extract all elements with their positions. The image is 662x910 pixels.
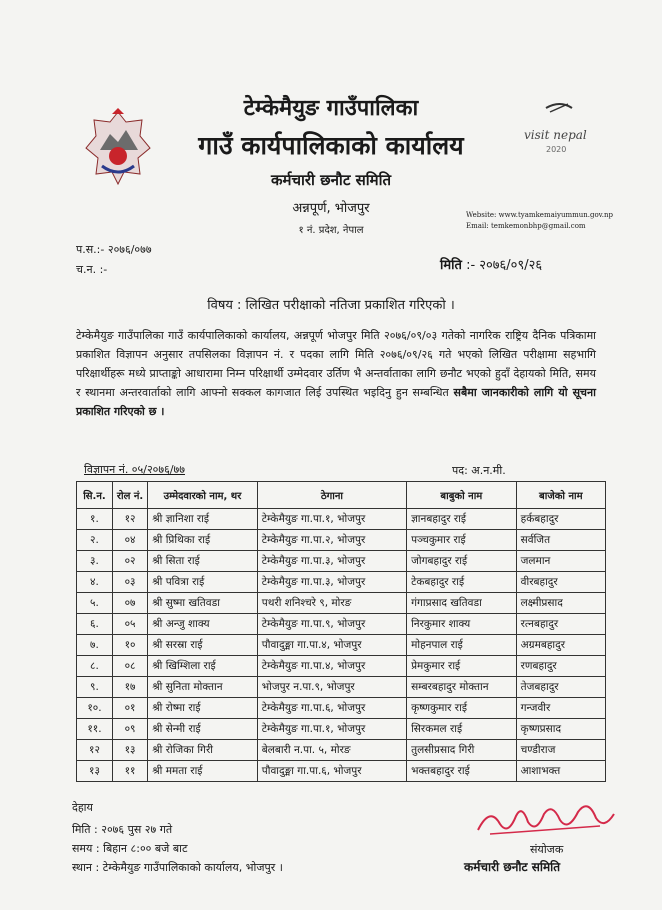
roll-cell: ०३ bbox=[112, 572, 147, 593]
schedule-heading: देहाय bbox=[72, 801, 93, 814]
address-cell: पौवादुङ्मा गा.पा.६, भोजपुर bbox=[257, 761, 406, 782]
column-header: सि.न. bbox=[77, 482, 113, 509]
serial-cell: ७. bbox=[77, 635, 113, 656]
table-row bbox=[77, 593, 606, 614]
table-row bbox=[77, 530, 606, 551]
address-cell: टेम्केमैयुङ गा.पा.३, भोजपुर bbox=[257, 572, 406, 593]
table-row bbox=[77, 740, 606, 761]
grandfather-name-cell: तेजबहादुर bbox=[516, 677, 605, 698]
table-row bbox=[77, 614, 606, 635]
address-cell: टेम्केमैयुङ गा.पा.२, भोजपुर bbox=[257, 530, 406, 551]
candidate-name-cell: श्री सरस्रा राई bbox=[148, 635, 258, 656]
serial-cell: ९. bbox=[77, 677, 113, 698]
visit-nepal-text: visit nepal bbox=[524, 128, 587, 142]
date-label: मिति bbox=[440, 258, 462, 273]
column-header: रोल नं. bbox=[112, 482, 147, 509]
serial-cell: ११. bbox=[77, 719, 113, 740]
column-header: ठेगाना bbox=[257, 482, 406, 509]
serial-cell: १३ bbox=[77, 761, 113, 782]
table-row bbox=[77, 698, 606, 719]
subject-line: विषय : लिखित परीक्षाको नतिजा प्रकाशित गरिएको । bbox=[207, 298, 455, 313]
father-name-cell: मोहनपाल राई bbox=[407, 635, 517, 656]
website-text: Website: www.tyamkemaiyummun.gov.np bbox=[466, 211, 614, 219]
grandfather-name-cell: आशाभक्त bbox=[516, 761, 605, 782]
roll-cell: १३ bbox=[112, 740, 147, 761]
father-name-cell: भक्तबहादुर राई bbox=[407, 761, 517, 782]
serial-cell: २. bbox=[77, 530, 113, 551]
grandfather-name-cell: लक्ष्मीप्रसाद bbox=[516, 593, 605, 614]
notice-body-text: टेम्केमैयुङ गाउँपालिका गाउँ कार्यपालिकाको कार्यालय, अन्नपूर्ण भोजपुर मिति २०७६/०९/०३ गतेको नागरिक राष्ट्रिय दैनिक पत्रिकामा प्रकाशित विज्ञापन अनुसार तपसिलका विज्ञापन नं. र पदका लागि मिति २०७६/०९/२६ गते भएको लिखित परीक्षामा सहभागि परिक्षार्थीहरू मध्ये प्राप्ताङ्को आधारामा निम्न परिक्षार्थी उम्मेदवार उर्तिण भै अन्तर्वाताका लागि छनौट भएको हुदाँ देहायको मिति, समय र स्थानमा अन्तरवार्ताको लागि आफ्नो सक्कल कागजात लिई उपस्थित भइदिनु हुन सम्बन्धित bbox=[76, 329, 596, 399]
results-table bbox=[76, 481, 606, 782]
table-row bbox=[77, 677, 606, 698]
address-cell: पथरी शनिश्चरे ९, मोरङ bbox=[257, 593, 406, 614]
roll-cell: ०४ bbox=[112, 530, 147, 551]
father-name-cell: निरकुमार शाक्य bbox=[407, 614, 517, 635]
letter-date bbox=[440, 255, 542, 273]
father-name-cell: कृष्णकुमार राई bbox=[407, 698, 517, 719]
address-cell: टेम्केमैयुङ गा.पा.९, भोजपुर bbox=[257, 614, 406, 635]
signatory-organization: कर्मचारी छनौट समिति bbox=[464, 860, 561, 874]
grandfather-name-cell: वीरबहादुर bbox=[516, 572, 605, 593]
post-name: पद: अ.न.मी. bbox=[452, 464, 506, 477]
roll-cell: ०९ bbox=[112, 719, 147, 740]
table-header-row bbox=[77, 482, 606, 509]
grandfather-name-cell: रणबहादुर bbox=[516, 656, 605, 677]
father-name-cell: सिरकमल राई bbox=[407, 719, 517, 740]
table-row bbox=[77, 551, 606, 572]
father-name-cell: पञ्चकुमार राई bbox=[407, 530, 517, 551]
email-text: Email: temkemonbhp@gmail.com bbox=[466, 222, 586, 230]
signatory-role: संयोजक bbox=[530, 843, 564, 856]
father-name-cell: सम्बरबहादुर मोक्तान bbox=[407, 677, 517, 698]
visit-nepal-year: 2020 bbox=[546, 145, 567, 154]
interview-date: मिति : २०७६ पुस २७ गते bbox=[72, 823, 173, 836]
roll-cell: ११ bbox=[112, 761, 147, 782]
signature-icon bbox=[470, 800, 620, 840]
father-name-cell: प्रेमकुमार राई bbox=[407, 656, 517, 677]
grandfather-name-cell: अग्रमबहादुर bbox=[516, 635, 605, 656]
table-row bbox=[77, 509, 606, 530]
candidate-name-cell: श्री रोष्मा राई bbox=[148, 698, 258, 719]
table-row bbox=[77, 656, 606, 677]
column-header: बाजेको नाम bbox=[516, 482, 605, 509]
letter-number: प.स.:- २०७६/०७७ bbox=[76, 243, 152, 256]
candidate-name-cell: श्री सुष्मा खतिवडा bbox=[148, 593, 258, 614]
grandfather-name-cell: जलमान bbox=[516, 551, 605, 572]
candidate-name-cell: श्री अन्जु शाक्य bbox=[148, 614, 258, 635]
address-cell: टेम्केमैयुङ गा.पा.४, भोजपुर bbox=[257, 656, 406, 677]
interview-place: स्थान : टेम्केमैयुङ गाउँपालिकाको कार्यालय, भोजपुर । bbox=[72, 861, 283, 874]
address-cell: पौवादुङ्मा गा.पा.४, भोजपुर bbox=[257, 635, 406, 656]
candidate-name-cell: श्री खिम्शिला राई bbox=[148, 656, 258, 677]
column-header: उम्मेदवारको नाम, थर bbox=[148, 482, 258, 509]
serial-cell: ५. bbox=[77, 593, 113, 614]
candidate-name-cell: श्री ममता राई bbox=[148, 761, 258, 782]
serial-cell: ६. bbox=[77, 614, 113, 635]
table-row bbox=[77, 719, 606, 740]
roll-cell: १७ bbox=[112, 677, 147, 698]
address-cell: बेलबारी न.पा. ५, मोरङ bbox=[257, 740, 406, 761]
table-row bbox=[77, 761, 606, 782]
dispatch-number: च.न. :- bbox=[76, 263, 108, 276]
serial-cell: १०. bbox=[77, 698, 113, 719]
contact-info bbox=[466, 210, 613, 232]
date-value: :- २०७६/०९/२६ bbox=[466, 258, 543, 273]
grandfather-name-cell: सर्वजित bbox=[516, 530, 605, 551]
candidate-name-cell: श्री सिता राई bbox=[148, 551, 258, 572]
column-header: बाबुको नाम bbox=[407, 482, 517, 509]
grandfather-name-cell: गन्जवीर bbox=[516, 698, 605, 719]
grandfather-name-cell: चण्डीराज bbox=[516, 740, 605, 761]
roll-cell: ०७ bbox=[112, 593, 147, 614]
serial-cell: १. bbox=[77, 509, 113, 530]
roll-cell: ०२ bbox=[112, 551, 147, 572]
candidate-name-cell: श्री प्रिथिका राई bbox=[148, 530, 258, 551]
roll-cell: ०१ bbox=[112, 698, 147, 719]
serial-cell: ३. bbox=[77, 551, 113, 572]
serial-cell: ८. bbox=[77, 656, 113, 677]
interview-time: समय : बिहान ८:०० बजे बाट bbox=[72, 842, 188, 855]
notice-body bbox=[76, 326, 596, 421]
address-cell: टेम्केमैयुङ गा.पा.६, भोजपुर bbox=[257, 698, 406, 719]
address-cell: टेम्केमैयुङ गा.पा.१, भोजपुर bbox=[257, 719, 406, 740]
address-cell: भोजपुर न.पा.९, भोजपुर bbox=[257, 677, 406, 698]
roll-cell: ०८ bbox=[112, 656, 147, 677]
grandfather-name-cell: हर्कबहादुर bbox=[516, 509, 605, 530]
address-cell: टेम्केमैयुङ गा.पा.३, भोजपुर bbox=[257, 551, 406, 572]
office-name: गाउँ कार्यपालिकाको कार्यालय bbox=[198, 131, 464, 160]
candidate-name-cell: श्री सेन्मी राई bbox=[148, 719, 258, 740]
office-province: १ नं. प्रदेश, नेपाल bbox=[298, 225, 364, 236]
committee-name: कर्मचारी छनौट समिति bbox=[270, 171, 392, 189]
candidate-name-cell: श्री रोजिका गिरी bbox=[148, 740, 258, 761]
candidate-name-cell: श्री ज्ञानिशा राई bbox=[148, 509, 258, 530]
grandfather-name-cell: रत्नबहादुर bbox=[516, 614, 605, 635]
father-name-cell: टेकबहादुर राई bbox=[407, 572, 517, 593]
table-row bbox=[77, 572, 606, 593]
father-name-cell: जोगबहादुर राई bbox=[407, 551, 517, 572]
notice-body-bold: सबैमा जानकारीको लागि यो सूचना प्रकाशित गरिएको छ । bbox=[76, 386, 596, 418]
serial-cell: ४. bbox=[77, 572, 113, 593]
father-name-cell: गंगाप्रसाद खतिवडा bbox=[407, 593, 517, 614]
father-name-cell: ज्ञानबहादुर राई bbox=[407, 509, 517, 530]
advertisement-number: विज्ञापन नं. ०५/२०७६/७७ bbox=[84, 463, 185, 476]
table-row bbox=[77, 635, 606, 656]
roll-cell: ०५ bbox=[112, 614, 147, 635]
roll-cell: १२ bbox=[112, 509, 147, 530]
serial-cell: १२ bbox=[77, 740, 113, 761]
candidate-name-cell: श्री पवित्रा राई bbox=[148, 572, 258, 593]
roll-cell: १० bbox=[112, 635, 147, 656]
address-cell: टेम्केमैयुङ गा.पा.१, भोजपुर bbox=[257, 509, 406, 530]
candidate-name-cell: श्री सुनिता मोक्तान bbox=[148, 677, 258, 698]
municipality-name: टेम्केमैयुङ गाउँपालिका bbox=[243, 96, 419, 121]
office-location: अन्नपूर्ण, भोजपुर bbox=[292, 201, 370, 216]
grandfather-name-cell: कृष्णप्रसाद bbox=[516, 719, 605, 740]
father-name-cell: तुलसीप्रसाद गिरी bbox=[407, 740, 517, 761]
